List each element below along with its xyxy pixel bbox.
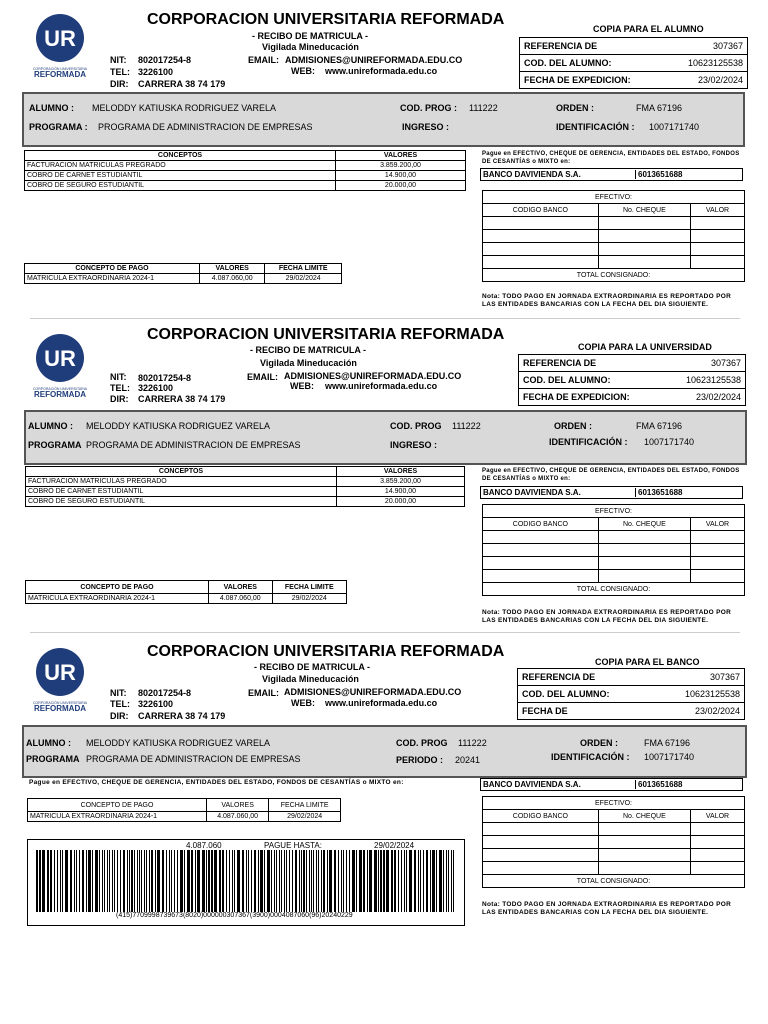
barcode-bar	[443, 850, 444, 912]
supervision-text: Vigilada Mineducación	[260, 358, 357, 368]
barcode-bar	[426, 850, 428, 912]
student-code-value: 10623125538	[684, 689, 740, 699]
tel-value: 3226100	[138, 67, 174, 77]
payment-instructions: Pague en EFECTIVO, CHEQUE DE GERENCIA, ENTIDADES DEL ESTADO, FONDOS DE CESANTÍAS o MIXTO en:	[482, 468, 740, 482]
email-label: EMAIL:	[247, 372, 278, 382]
barcode-bar	[301, 850, 302, 912]
program-label: PROGRAMA :	[29, 122, 88, 132]
barcode-bar	[86, 850, 87, 912]
barcode-bar	[127, 850, 128, 912]
institution-name: CORPORACION UNIVERSITARIA REFORMADA	[147, 11, 505, 28]
barcode-bar	[359, 850, 362, 912]
tel-value: 3226100	[138, 699, 174, 709]
barcode-bar	[423, 850, 424, 912]
payment-concept-table: CONCEPTO DE PAGO VALORES FECHA LIMITE MATRICULA EXTRAORDINARIA 2024-1 4.087.060,00 29/02/2024	[24, 263, 342, 284]
barcode-bar	[289, 850, 290, 912]
barcode-bar	[281, 850, 282, 912]
program-code-label: COD. PROG	[390, 421, 442, 431]
barcode-bar	[214, 850, 217, 912]
issue-date-value: 23/02/2024	[695, 392, 741, 402]
barcode-bar	[409, 850, 412, 912]
id-value: 1007171740	[644, 437, 695, 447]
receipt-title: - RECIBO DE MATRICULA -	[250, 345, 366, 355]
nit-value: 802017254-8	[138, 55, 192, 65]
bank-info	[480, 778, 743, 791]
tel-label: TEL:	[110, 67, 130, 77]
barcode-bar	[70, 850, 72, 912]
barcode-bar	[171, 850, 172, 912]
payment-instructions: Pague en EFECTIVO, CHEQUE DE GERENCIA, ENTIDADES DEL ESTADO, FONDOS DE CESANTÍAS o MIXTO en:	[482, 151, 740, 165]
barcode-bar	[267, 850, 270, 912]
barcode-bar	[453, 850, 454, 912]
barcode-bar	[62, 850, 63, 912]
barcode-bar	[42, 850, 45, 912]
ingreso-label: INGRESO :	[402, 122, 450, 132]
dir-value: CARRERA 38 74 179	[138, 394, 226, 404]
barcode-bar	[141, 850, 142, 912]
bank-info	[480, 168, 743, 181]
barcode-bar	[222, 850, 224, 912]
issue-date-label: FECHA DE EXPEDICION:	[523, 392, 630, 402]
barcode-bar	[202, 850, 205, 912]
id-value: 1007171740	[649, 122, 700, 132]
barcode-bar	[394, 850, 396, 912]
barcode-bar	[398, 850, 399, 912]
web-label: WEB:	[290, 381, 314, 391]
barcode-bar	[112, 850, 113, 912]
barcode-bar	[187, 850, 190, 912]
student-code-value: 10623125538	[685, 375, 741, 385]
ref-label: REFERENCIA DE	[524, 41, 598, 51]
barcode-bar	[404, 850, 405, 912]
barcode-bar	[242, 850, 244, 912]
barcode-bar	[79, 850, 80, 912]
barcode-bar	[104, 850, 105, 912]
barcode-bar	[39, 850, 41, 912]
barcode-bar	[177, 850, 178, 912]
issue-date-value: 23/02/2024	[694, 706, 740, 716]
payment-concept-table: CONCEPTO DE PAGO VALORES FECHA LIMITE MATRICULA EXTRAORDINARIA 2024-1 4.087.060,00 29/02/2024	[27, 798, 341, 822]
ref-label: REFERENCIA DE	[523, 358, 597, 368]
barcode-bar	[92, 850, 93, 912]
web-value: www.unireformada.edu.co	[325, 66, 438, 76]
ref-label: REFERENCIA DE	[522, 672, 596, 682]
bank-note: Nota: TODO PAGO EN JORNADA EXTRAORDINARIA ES REPORTADO POR LAS ENTIDADES BANCARIAS CON LA FECHA DEL DIA SIGUIENTE.	[482, 901, 732, 916]
svg-text:CORPORACIÓN UNIVERSITARIA: CORPORACIÓN UNIVERSITARIA	[33, 387, 87, 391]
dir-value: CARRERA 38 74 179	[138, 711, 226, 721]
student-code-value: 10623125538	[687, 58, 743, 68]
dir-label: DIR:	[110, 79, 129, 89]
barcode-bar	[279, 850, 280, 912]
program-label: PROGRAMA	[26, 754, 80, 764]
barcode-bar	[99, 850, 100, 912]
barcode-bar	[76, 850, 77, 912]
barcode-bar	[329, 850, 332, 912]
bank-info	[480, 486, 743, 499]
nit-value: 802017254-8	[138, 688, 192, 698]
copy-label: COPIA PARA EL BANCO	[595, 657, 700, 667]
barcode-bar	[367, 850, 368, 912]
barcode-bar	[343, 850, 344, 912]
barcode-bar	[303, 850, 305, 912]
barcode-bar	[219, 850, 221, 912]
barcode-bar	[276, 850, 277, 912]
barcode-bar	[380, 850, 382, 912]
barcode-bar	[144, 850, 145, 912]
barcode-bar	[184, 850, 185, 912]
bank-name: BANCO DAVIVIENDA S.A.	[483, 488, 581, 497]
nit-label: NIT:	[110, 372, 127, 382]
cut-line	[30, 632, 740, 633]
pay-until-label: PAGUE HASTA:	[264, 841, 322, 850]
period-label: PERIODO :	[396, 755, 444, 765]
email-label: EMAIL:	[248, 55, 279, 65]
student-panel	[24, 410, 747, 465]
web-value: www.unireformada.edu.co	[325, 381, 438, 391]
email-value: ADMISIONES@UNIREFORMADA.EDU.CO	[285, 55, 463, 65]
order-value: FMA 67196	[636, 103, 683, 113]
program-name: PROGRAMA DE ADMINISTRACION DE EMPRESAS	[86, 440, 301, 450]
barcode-bar	[406, 850, 407, 912]
barcode-bar	[436, 850, 437, 912]
barcode-bar	[36, 850, 38, 912]
barcode-bar	[418, 850, 419, 912]
issue-date-label: FECHA DE	[522, 706, 568, 716]
barcode-bar	[251, 850, 252, 912]
barcode-bar	[226, 850, 227, 912]
student-name: MELODDY KATIUSKA RODRIGUEZ VARELA	[86, 421, 271, 431]
barcode-bar	[131, 850, 133, 912]
barcode-bar	[356, 850, 357, 912]
barcode-bar	[318, 850, 319, 912]
concepts-header: CONCEPTOS	[25, 151, 336, 161]
barcode-bar	[271, 850, 272, 912]
barcode-bar	[334, 850, 336, 912]
receipt-copy-bank	[0, 636, 768, 1024]
email-label: EMAIL:	[248, 688, 279, 698]
web-value: www.unireformada.edu.co	[325, 698, 438, 708]
bank-account: 6013651688	[635, 488, 683, 497]
id-label: IDENTIFICACIÓN :	[549, 437, 628, 447]
bank-note: Nota: TODO PAGO EN JORNADA EXTRAORDINARIA ES REPORTADO POR LAS ENTIDADES BANCARIAS CON LA FECHA DEL DIA SIGUIENTE.	[482, 609, 732, 624]
barcode-bar	[129, 850, 130, 912]
email-value: ADMISIONES@UNIREFORMADA.EDU.CO	[284, 687, 462, 697]
svg-text:CORPORACIÓN UNIVERSITARIA: CORPORACIÓN UNIVERSITARIA	[33, 701, 87, 705]
barcode-bar	[284, 850, 285, 912]
institution-name: CORPORACION UNIVERSITARIA REFORMADA	[147, 326, 505, 343]
barcode-bar	[151, 850, 153, 912]
bank-name: BANCO DAVIVIENDA S.A.	[483, 170, 581, 179]
barcode-bar	[349, 850, 350, 912]
barcode-bar	[363, 850, 365, 912]
barcode-bar	[174, 850, 175, 912]
barcode-bar	[439, 850, 442, 912]
barcode-bar	[237, 850, 240, 912]
program-code: 111222	[469, 103, 498, 113]
barcode-bar	[420, 850, 421, 912]
barcode-bar	[74, 850, 75, 912]
barcode-bar	[258, 850, 259, 912]
ref-value: 307367	[710, 358, 741, 368]
barcode-bar	[146, 850, 147, 912]
barcode-bar	[137, 850, 138, 912]
nit-label: NIT:	[110, 55, 127, 65]
web-label: WEB:	[291, 698, 315, 708]
barcode-bar	[311, 850, 312, 912]
student-label: ALUMNO :	[26, 738, 71, 748]
pay-until-date: 29/02/2024	[374, 841, 415, 850]
issue-date-label: FECHA DE EXPEDICION:	[524, 75, 631, 85]
barcode-bar	[254, 850, 256, 912]
table-row: MATRICULA EXTRAORDINARIA 2024-1 4.087.060,00 29/02/2024	[26, 594, 347, 604]
email-value: ADMISIONES@UNIREFORMADA.EDU.CO	[284, 371, 462, 381]
barcode-bar	[195, 850, 196, 912]
student-name: MELODDY KATIUSKA RODRIGUEZ VARELA	[86, 738, 271, 748]
web-label: WEB:	[291, 66, 315, 76]
barcode-bar	[430, 850, 431, 912]
barcode-bar	[260, 850, 263, 912]
payment-detail-box: EFECTIVO: CODIGO BANCO No. CHEQUE VALOR TOTAL CONSIGNADO:	[482, 504, 745, 596]
supervision-text: Vigilada Mineducación	[262, 674, 359, 684]
concepts-table: CONCEPTOS VALORES FACTURACION MATRICULAS PREGRADO 3.859.200,00 COBRO DE CARNET ESTUDIANTIL 14.900,00 COBRO DE SEGURO ESTUDIANTIL 20.000,00	[25, 466, 465, 507]
barcode-bar	[139, 850, 140, 912]
svg-text:CORPORACIÓN UNIVERSITARIA: CORPORACIÓN UNIVERSITARIA	[33, 67, 87, 71]
barcode-bar	[149, 850, 150, 912]
barcode-bar	[338, 850, 339, 912]
barcode-bar	[197, 850, 200, 912]
order-label: ORDEN :	[554, 421, 592, 431]
barcode-bar	[321, 850, 322, 912]
student-code-label: COD. DEL ALUMNO:	[522, 689, 610, 699]
copy-label: COPIA PARA EL ALUMNO	[593, 24, 704, 34]
bank-account: 6013651688	[635, 780, 683, 789]
reference-box	[517, 668, 745, 720]
svg-text:REFORMADA: REFORMADA	[34, 704, 86, 713]
barcode-bar	[292, 850, 293, 912]
barcode-bar	[211, 850, 213, 912]
student-code-label: COD. DEL ALUMNO:	[524, 58, 612, 68]
barcode-amount: 4.087.060	[186, 841, 222, 850]
id-label: IDENTIFICACIÓN :	[551, 752, 630, 762]
receipt-title: - RECIBO DE MATRICULA -	[254, 662, 370, 672]
barcode-bar	[299, 850, 300, 912]
barcode-bar	[246, 850, 247, 912]
ref-value: 307367	[709, 672, 740, 682]
order-label: ORDEN :	[556, 103, 594, 113]
table-row: MATRICULA EXTRAORDINARIA 2024-1 4.087.060,00 29/02/2024	[28, 812, 341, 822]
tel-label: TEL:	[110, 699, 130, 709]
barcode-bar	[102, 850, 103, 912]
barcode-bar	[54, 850, 55, 912]
barcode-bar	[248, 850, 249, 912]
barcode-bar	[391, 850, 393, 912]
ref-value: 307367	[712, 41, 743, 51]
cut-line	[30, 318, 740, 319]
receipt-title: - RECIBO DE MATRICULA -	[252, 31, 368, 41]
barcode-bar	[341, 850, 342, 912]
svg-text:UR: UR	[44, 660, 76, 685]
bank-note: Nota: TODO PAGO EN JORNADA EXTRAORDINARIA ES REPORTADO POR LAS ENTIDADES BANCARIAS CON LA FECHA DEL DIA SIGUIENTE.	[482, 293, 732, 308]
svg-text:REFORMADA: REFORMADA	[34, 390, 86, 399]
concepts-table	[24, 150, 466, 191]
table-row: FACTURACION MATRICULAS PREGRADO 3.859.200,00	[26, 477, 465, 487]
table-row: MATRICULA EXTRAORDINARIA 2024-1 4.087.060,00 29/02/2024	[25, 274, 342, 284]
program-code: 111222	[458, 738, 487, 748]
student-name: MELODDY KATIUSKA RODRIGUEZ VARELA	[92, 103, 277, 113]
tel-value: 3226100	[138, 383, 174, 393]
barcode-bar	[123, 850, 125, 912]
supervision-text: Vigilada Mineducación	[262, 42, 359, 52]
copy-label: COPIA PARA LA UNIVERSIDAD	[578, 342, 712, 352]
program-label: PROGRAMA	[28, 440, 82, 450]
barcode-bar	[206, 850, 207, 912]
payment-concept-table: CONCEPTO DE PAGO VALORES FECHA LIMITE MATRICULA EXTRAORDINARIA 2024-1 4.087.060,00 29/02/2024	[25, 580, 347, 604]
barcode-bar	[313, 850, 314, 912]
order-label: ORDEN :	[580, 738, 618, 748]
barcode-bar	[109, 850, 110, 912]
tel-label: TEL:	[110, 383, 130, 393]
barcode-bar	[107, 850, 108, 912]
dir-label: DIR:	[110, 394, 129, 404]
barcode-bar	[378, 850, 379, 912]
nit-label: NIT:	[110, 688, 127, 698]
barcode	[36, 850, 456, 912]
dir-label: DIR:	[110, 711, 129, 721]
barcode-bar	[50, 850, 52, 912]
bank-name: BANCO DAVIVIENDA S.A.	[483, 780, 581, 789]
barcode-bar	[414, 850, 416, 912]
barcode-bar	[374, 850, 377, 912]
barcode-bar	[232, 850, 233, 912]
svg-text:REFORMADA: REFORMADA	[34, 70, 86, 79]
barcode-bar	[369, 850, 372, 912]
student-label: ALUMNO :	[28, 421, 73, 431]
barcode-bar	[157, 850, 160, 912]
svg-text:UR: UR	[44, 346, 76, 371]
barcode-bar	[316, 850, 317, 912]
dir-value: CARRERA 38 74 179	[138, 79, 226, 89]
order-value: FMA 67196	[636, 421, 683, 431]
values-header: VALORES	[336, 151, 466, 161]
barcode-bar	[229, 850, 230, 912]
university-logo	[28, 334, 92, 400]
barcode-bar	[134, 850, 135, 912]
barcode-bar	[208, 850, 210, 912]
order-value: FMA 67196	[644, 738, 691, 748]
institution-name: CORPORACION UNIVERSITARIA REFORMADA	[147, 643, 505, 660]
payment-instructions: Pague en EFECTIVO, CHEQUE DE GERENCIA, ENTIDADES DEL ESTADO, FONDOS DE CESANTÍAS o MIXTO en:	[29, 779, 404, 786]
ingreso-label: INGRESO :	[390, 440, 438, 450]
table-row: FACTURACION MATRICULAS PREGRADO 3.859.200,00	[25, 161, 466, 171]
barcode-bar	[327, 850, 328, 912]
barcode-bar	[180, 850, 183, 912]
reference-box	[519, 37, 748, 89]
barcode-bar	[191, 850, 193, 912]
table-row: COBRO DE CARNET ESTUDIANTIL 14.900,00	[25, 171, 466, 181]
program-code-label: COD. PROG :	[400, 103, 458, 113]
svg-text:UR: UR	[44, 26, 76, 51]
barcode-bar	[120, 850, 121, 912]
barcode-bar	[169, 850, 170, 912]
id-label: IDENTIFICACIÓN :	[556, 122, 635, 132]
barcode-bar	[286, 850, 287, 912]
barcode-bar	[60, 850, 61, 912]
student-label: ALUMNO :	[29, 103, 74, 113]
table-row: COBRO DE SEGURO ESTUDIANTIL 20.000,00	[25, 181, 466, 191]
barcode-bar	[451, 850, 452, 912]
barcode-bar	[401, 850, 402, 912]
barcode-bar	[82, 850, 84, 912]
issue-date-value: 23/02/2024	[697, 75, 743, 85]
table-row: COBRO DE SEGURO ESTUDIANTIL 20.000,00	[26, 497, 465, 507]
receipt-copy-university	[0, 320, 768, 635]
barcode-bar	[383, 850, 385, 912]
student-panel	[22, 92, 745, 147]
program-name: PROGRAMA DE ADMINISTRACION DE EMPRESAS	[98, 122, 313, 132]
program-name: PROGRAMA DE ADMINISTRACION DE EMPRESAS	[86, 754, 301, 764]
receipt-copy-student	[0, 0, 768, 315]
payment-detail-box: EFECTIVO: CODIGO BANCO No. CHEQUE VALOR TOTAL CONSIGNADO:	[482, 190, 745, 282]
program-code-label: COD. PROG	[396, 738, 448, 748]
nit-value: 802017254-8	[138, 373, 192, 383]
barcode-bar	[95, 850, 98, 912]
barcode-bar	[114, 850, 115, 912]
barcode-bar	[264, 850, 265, 912]
barcode-bar	[352, 850, 355, 912]
barcode-bar	[162, 850, 164, 912]
barcode-box	[27, 839, 465, 926]
payment-detail-box: EFECTIVO: CODIGO BANCO No. CHEQUE VALOR TOTAL CONSIGNADO:	[482, 796, 745, 888]
university-logo	[28, 14, 92, 80]
barcode-bar	[448, 850, 449, 912]
student-panel	[22, 725, 747, 778]
barcode-bar	[117, 850, 118, 912]
barcode-bar	[323, 850, 325, 912]
barcode-bar	[47, 850, 49, 912]
barcode-bar	[274, 850, 275, 912]
barcode-bar	[88, 850, 91, 912]
student-code-label: COD. DEL ALUMNO:	[523, 375, 611, 385]
barcode-bar	[155, 850, 156, 912]
barcode-bar	[65, 850, 68, 912]
reference-box	[518, 354, 746, 406]
barcode-bar	[166, 850, 167, 912]
barcode-bar	[309, 850, 310, 912]
university-logo	[28, 648, 92, 714]
table-row: COBRO DE CARNET ESTUDIANTIL 14.900,00	[26, 487, 465, 497]
barcode-bar	[346, 850, 347, 912]
barcode-bar	[295, 850, 297, 912]
program-code: 111222	[452, 421, 481, 431]
bank-account: 6013651688	[635, 170, 683, 179]
barcode-text: (415)7709998739673(8020)000000307367(3900)0004087060(96)20240229	[116, 912, 353, 919]
period-value: 20241	[455, 755, 481, 765]
barcode-bar	[306, 850, 307, 912]
barcode-bar	[446, 850, 447, 912]
barcode-bar	[432, 850, 435, 912]
id-value: 1007171740	[644, 752, 695, 762]
barcode-bar	[57, 850, 58, 912]
barcode-bar	[234, 850, 235, 912]
barcode-bar	[386, 850, 389, 912]
